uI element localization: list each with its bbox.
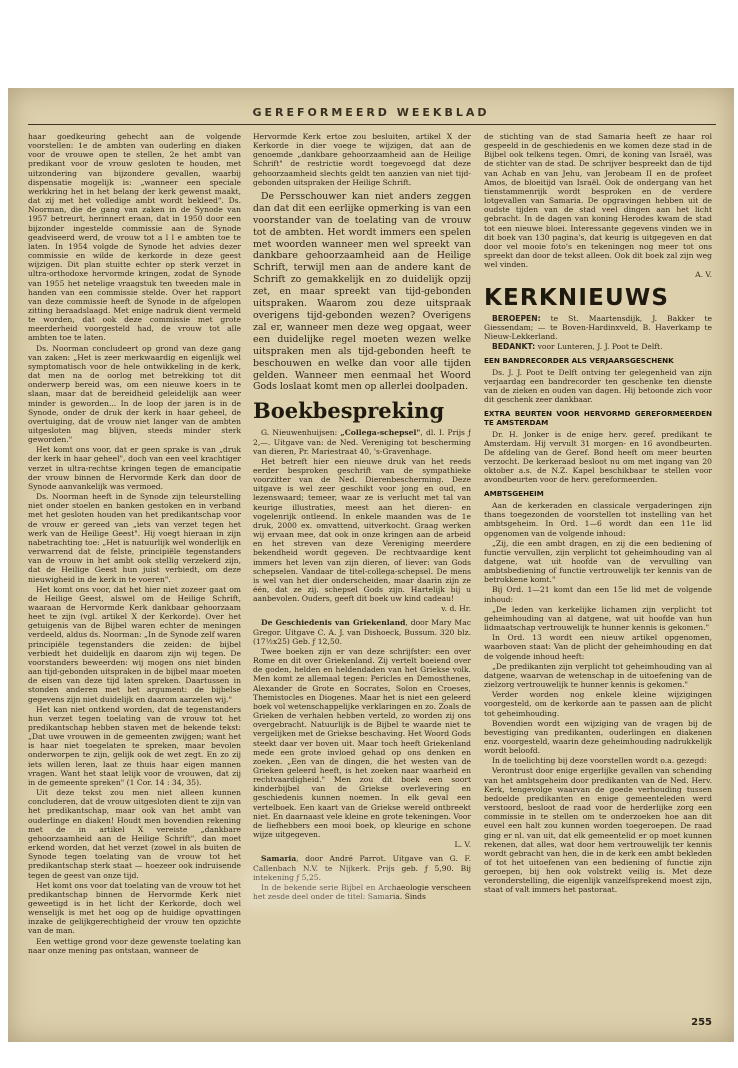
news-subheading: EEN BANDRECORDER ALS VERJAARSGESCHENK [484,356,674,366]
paragraph: Het komt ons voor, dat het hier niet zozeer gaat om de Heilige Geest, alswel om de Heilige Schrift, waaraan de Hervormde Kerk dankbaar gehoorzaam heet te zijn (vgl. artikel X der Kerkorde). Over het getuigenis van de Bijbel waren echter de meningen verdeeld, aldus ds. Noorman: „In de Synode zelf waren principiële tegenstanders die zeiden: de bijbel verbiedt het duidelijk en daarom zijn wij tegen. De voorstanders beweerden: wij mogen ons niet binden aan tijd-gebonden uitspraken in de bijbel maar moeten de eisen van deze tijd laten spreken. Daartussen in stonden anderen met het argument: de bijbelse gegevens zijn niet duidelijk en daarom aarzelen wij." [28,584,241,704]
review-signature: v. d. Hr. [441,604,471,614]
news-subheading: EXTRA BEURTEN VOOR HERVORMD GEREFORMEERDEN TE AMSTERDAM [484,409,712,427]
paragraph: „Zij, die een ambt dragen, en zij die een bediening of functie vervullen, zijn verplicht tot geheimhouding van al datgene, wat uit hoofde van de vervulling van ambtsbediening of functie vertrouwelijk ter kennis van de betrokkene komt." [484,538,712,585]
paragraph: „De predikanten zijn verplicht tot geheimhouding van al datgene, waarvan de wetenschap in de uitoefening van de zielzorg vertrouwelijk te hunner kennis is gekomen." [484,661,712,690]
paragraph: De Persschouwer kan niet anders zeggen dan dat dit een eerlijke opmerking is van een voorstander van de toelating van de vrouw tot de ambten. Het wordt immers een spelen met woorden wanneer men wel spreekt van dankbare gehoorzaamheid aan de Heilige Schrift, terwijl men aan de andere kant de Schrift zo gemakkelijk en zo duidelijk opzij zet, en maar spreekt van tijd-gebonden uitspraken. Waarom zou deze uitspraak overigens tijd-gebonden wezen? Overigens zal er, wanneer men deze weg opgaat, weer een duidelijke regel moeten wezen welke uitspraken men als tijd-gebonden heeft te beschouwen en welke dan voor alle tijden gelden. Wanneer men eenmaal het Woord Gods loslaat komt men op allerlei doolpaden. [253,190,471,393]
review-body: In de bekende serie Bijbel en Archaeologie verscheen het zesde deel onder de titel: Samaria. Sinds [253,882,471,901]
review-publication-info: , dl. I. Prijs ƒ 2,—. Uitgave van: de Ned. Vereniging tot bescherming van dieren, Pr. Mariestraat 40, 's-Gravenhage. [253,428,471,456]
news-item-beroepen [484,314,712,341]
paragraph: Het komt ons voor dat toelating van de vrouw tot het predikantschap binnen de Hervormde Kerk niet geweetigd is in het licht der Kerkorde, doch wel wenselijk is met het oog op de huidige opvattingen inzake de gelijkgerechtigheid der vrouw ten opzichte van de man. [28,880,241,936]
news-item-bedankt [484,342,712,351]
news-text: voor Lunteren, J. J. Poot te Delft. [535,341,663,351]
paragraph: Bij Ord. 1—21 komt dan een 15e lid met de volgende inhoud: [484,585,712,604]
review-heading [253,618,471,645]
review-publication-info: , door Mary Mac Gregor. Uitgave C. A. J. van Dishoeck, Bussum. 320 blz. (17½x25) Geb. ƒ 12,50. [253,618,471,646]
review-heading [253,428,471,455]
magazine-page [8,88,734,1042]
paragraph: de stichting van de stad Samaria heeft ze haar rol gespeeld in de geschiedenis en we komen deze stad in de Bijbel ook telkens tegen. Omri, de koning van Israël, was de stichter van de stad. De schrijver bespreekt dan de tijd van Achab en van Jehu, van Jerobeam II en de profeet Amos, de bloeitijd van Israël. Ook de ondergang van het tienstammenrijk wordt besproken en de verdere lotgevallen van Samaria. De opgravingen hebben uit de oudste tijden van de stad veel dingen aan het licht gebracht. In de dagen van koning Herodes kwam de stad tot een nieuwe bloei. Interessante gegevens vinden we in dit boek van 130 pagina's, dat keurig is uitgegeven en dat door vel mooie foto's en tekeningen nog meer tot ons spreekt dan door de tekst alleen. Ook dit boek zal zijn weg wel vinden. [484,132,712,270]
news-label: BEROEPEN: [492,313,541,323]
review-signature: A. V. [695,270,712,280]
review-signature: L. V. [454,840,471,850]
paper-stain [244,868,394,908]
column-3 [484,132,712,1002]
paragraph: Verder worden nog enkele kleine wijzigingen voorgesteld, om de kerkorde aan te passen aan de plicht tot geheimhouding. [484,690,712,718]
persschouwer-comment [253,191,471,393]
paragraph: Aan de kerkeraden en classicale vergaderingen zijn thans toegezonden de voorstellen tot instelling van het ambtsgeheim. In Ord. 1—6 wordt dan een 11e lid opgenomen van de volgende inhoud: [484,501,712,538]
paragraph: Hervormde Kerk ertoe zou besluiten, artikel X der Kerkorde in dier voege te wijzigen, dat aan de genoemde „dankbare gehoorzaamheid aan de Heilige Schrift" de restrictie wordt toegevoegd dat deze gehoorzaamheid slechts geldt ten aanzien van niet tijd-gebonden uitspraken der Heilige Schrift. [253,132,471,187]
news-label: BEDANKT: [492,341,536,351]
book-review [253,618,471,849]
review-publication-info: , door André Parrot. Uitgave van G. F. Callenbach N.V. te Nijkerk. Prijs geb. ƒ 5,90. Bij intekening ƒ 5,25. [253,854,471,882]
paragraph: Uit deze tekst zou men niet alleen kunnen concluderen, dat de vrouw uitgesloten dient te zijn van het predikantschap, maar ook van het ambt van ouderlinge en diaken! Houdt men bovendien rekening met de in artikel X vereiste „dankbare gehoorzaamheid aan de Heilige Schrift", dan moet erkend worden, dat het verzet (zowel in als buiten de Synode tegen toelating van de vrouw tot het predikantschap sterk staat — hoezeer ook indruisende tegen de geest van onze tijd. [28,788,241,880]
paragraph: Dr. H. Jonker is de enige herv. geref. predikant te Amsterdam. Hij vervult 31 morgen- en 16 avondbeurten. De afdeling van de Geref. Bond heeft om meer beurten verzocht. De kerkeraad besloot nu om met ingang van 20 oktober a.s. de N.Z. Kapel beschikbaar te stellen voor avondbeurten voor de herv. gereformeerden. [484,429,712,485]
paragraph: Bovendien wordt een wijziging van de vragen bij de bevestiging van predikanten, ouderlingen en diakenen enz. voorgesteld, waarin deze geheimhouding nadrukkelijk wordt beloofd. [484,718,712,756]
paragraph: Het kan niet ontkend worden, dat de tegenstanders hun verzet tegen toelating van de vrouw tot het predikantschap hebben staven met de bekende tekst: „Dat uwe vrouwen in de gemeenten zwijgen; want het is haar niet toegelaten te spreken, maar bevolen onderworpen te zijn, gelijk ook de wet zegt. En zo zij iets willen leren, laat ze thuis haar eigen mannen vragen. Want het staat lelijk voor de vrouwen, dat zij in de gemeente spreken" (1 Cor. 14 : 34, 35). [28,704,241,787]
news-text: te St. Maartensdijk, J. Bakker te Giessendam; — te Boven-Hardinxveld, B. Haverkamp te Nieuw-Lekkerland. [484,313,712,341]
section-title-boekbespreking: Boekbespreking [253,398,445,424]
paragraph: Een wettige grond voor deze gewenste toelating kan naar onze mening pas ontstaan, wanneer de [28,936,241,955]
book-title: De Geschiedenis van Griekenland [261,618,406,628]
running-head: GEREFORMEERD WEEKBLAD [252,106,490,119]
paragraph: „De leden van kerkelijke lichamen zijn verplicht tot geheimhouding van al datgene, wat uit hoofde van hun lidmaatschap vertrouwelijk te hunner kennis is gekomen." [484,604,712,633]
review-author: G. Nieuwenhuijsen: [261,428,341,438]
section-title-kerknieuws: KERKNIEUWS [484,284,670,311]
page-number: 255 [691,1017,712,1028]
book-title: Samaria [261,854,297,864]
header-rule [28,124,716,125]
review-body: Het betreft hier een nieuwe druk van het reeds eerder besproken geschrift van de sympathieke voorzitter van de Ned. Dierenbescherming. Deze uitgave is wel zeer geschikt voor jong en oud, en lezenswaard; temeer, waar ze is verlucht met tal van keurige illustraties, meest aan het dieren- en vogelenrijk ontleend. In enkele maanden was de 1e druk, 2000 ex. omvattend, uitverkocht. Graag werken wij ervaan mee, dat ook in onze kringen aan de arbeid en het streven van deze Vereniging meerdere bekendheid wordt gegeven. De rechtvaardige kent immers het leven van zijn dieren, of liever: van Gods schepselen. Vandaar de titel-collega-schepsel. De mens is wel van het dier onderscheiden, maar daarin zijn ze één, dat ze zij. schepsel Gods zijn. Hartelijk bij u aanbevolen. Ouders, geeft dit boek uw kind cadeau! [253,456,471,604]
news-subheading: AMBTSGEHEIM [484,489,544,499]
paragraph: haar goedkeuring gehecht aan de volgende voorstellen: 1e de ambten van ouderling en diaken voor de vrouwe open te stellen, 2e het ambt van predikant voor de vrouw gesloten te houden, met uitzondering van bijzondere gevallen, waarbij dispensatie mogelijk is: „wanneer een speciale werkkring het in het belang der kerk gewenst maakt, dat zij met het volledige ambt wordt bekleed". Ds. Noorman, die de gang van zaken in de Synode van 1957 betreurt, herinnert eraan, dat in 1950 door een bijzonder ingestelde commissie aan de Synode geadviseerd werd, de vrouw tot a l l e ambten toe te laten. In 1954 volgde de Synode het advies dezer commissie en wilde de kerkorde in deze geest wijzigen. Dit plan stuitte echter op sterk verzet in ultra-orthodoxe hervormde kringen, zodat de Synode van 1955 het netelige vraagstuk ten tweeden male in handen van een commissie stelde. Over het rapport van deze commissie heeft de Synode in de afgelopen zitting beraadslaagd. Met enige nadruk dient vermeld te worden, dat ook deze commissie met grote meerderheid voorgesteld had, de vrouw tot alle ambten toe te laten. [28,132,241,343]
paragraph: Verontrust door enige ergerlijke gevallen van schending van het ambtsgeheim door predikanten van de Ned. Herv. Kerk, tengevolge waarvan de goede verhouding tussen bedoelde predikanten en enige gemeenteleden werd verstoord, besloot de raad voor de herderlijke zorg een commissie in te stellen om te onderzoeken hoe aan dit euvel een halt zou kunnen worden toegeroepen. De raad ging er nl. van uit, dat elk gemeentelid er op moet kunnen rekenen, dat alles, wat door hem vertrouwelijk ter kennis wordt gebracht van hen, die in de kerk een ambt bekleden of tot het uitoefenen van een bediening of functie zijn geroepen, bij hen ook volstrekt veilig is. Met deze veronderstelling, die eigenlijk vanzelfsprekend moest zijn, staat of valt immers het pastoraat. [484,766,712,895]
scan-margin [0,0,8,1068]
paragraph: Ds. J. J. Poot te Delft ontving ter gelegenheid van zijn verjaardag een bandrecorder ten geschenke ten dienste van de zieken en ouden van dagen. Hij betoonde zich voor dit geschenk zeer dankbaar. [484,367,712,405]
paragraph: In de toelichting bij deze voorstellen wordt o.a. gezegd: [492,756,707,766]
review-body: Twee boeken zijn er van deze schrijfster: een over Rome en dit over Griekenland. Zij vertelt boeiend over de goden, helden en heldendaden van het Griekse volk. Men komt ze allemaal tegen: Pericles en Demosthenes, Alexander de Grote en Socrates, Solon en Croeses, Themistocles en Diogenes. Maar het is niet een geleerd boek vol wetenschappelijke verklaringen en zo. Zoals de Grieken de verhalen hebben verteld, zo worden zij ons overgebracht. Natuurlijk is de Bijbel te waarde niet te vergelijken met de Griekse beschaving. Het Woord Gods steekt daar ver boven uit. Maar toch heeft Griekenland mede een grote invloed gehad op ons denken en zoeken. „Een van de dingen, die het westen van de Grieken geleerd heeft, is het zoeken naar waarheid en rechtvaardigheid." Men zou dit boek een soort kinderbijbel van de Griekse overlevering en geschiedenis kunnen noemen. In elk geval een vertelboek. Een kaart van de Griekse wereld ontbreekt niet. En daarnaast vele kleine en grote tekeningen. Voor de liefhebbers een mooi boek, op kleurige en schone wijze uitgegeven. [253,646,471,840]
column-1 [28,132,241,1002]
paragraph: In Ord. 13 wordt een nieuw artikel opgenomen, waarboven staat: Van de plicht der geheimhouding en dat de volgende inhoud heeft: [484,633,712,661]
book-review [253,428,471,613]
paragraph: Het komt ons voor, dat er geen sprake is van „druk der kerk in haar geheel", doch van een veel krachtiger verzet in ultra-rechtse kringen tegen de emancipatie der vrouw binnen de Hervormde Kerk dan door de Synode aanvankelijk was vermoed. [28,445,241,491]
book-title: „Collega-schepsel" [340,428,421,438]
paragraph: Ds. Noorman heeft in de Synode zijn teleurstelling niet onder stoelen en banken gestoken en in verband met het gesloten houden van het predikantschap voor de vrouw er gereed van „iets van verzet tegen het werk van de Heilige Geest". Hij voegt hieraan in zijn nabetrachting toe: „Het is natuurlijk wel wonderlijk en verwarrend dat de felste, principiële tegenstanders van de vrouw in het ambt ook stellig verzekerd zijn, dat de Heilige Geest hun juist verbiedt, om deze nieuwigheid in de kerk in te voeren". [28,492,241,584]
paragraph: Ds. Noorman concludeert op grond van deze gang van zaken: „Het is zeer merkwaardig en eigenlijk wel symptomatisch voor de hele ontwikkeling in de kerk, dat men na de oorlog met betrekking tot dit onderwerp bereid was, om een nieuwe koers in te slaan, maar dat de bereidheid geleidelijk aan weer minder is geworden... In de loop der jaren is in de Synode, onder de druk der kerk in haar geheel, de overtuiging, dat de vrouw niet langer van de ambten uitgesloten mag blijven, steeds minder sterk geworden." [28,343,241,445]
